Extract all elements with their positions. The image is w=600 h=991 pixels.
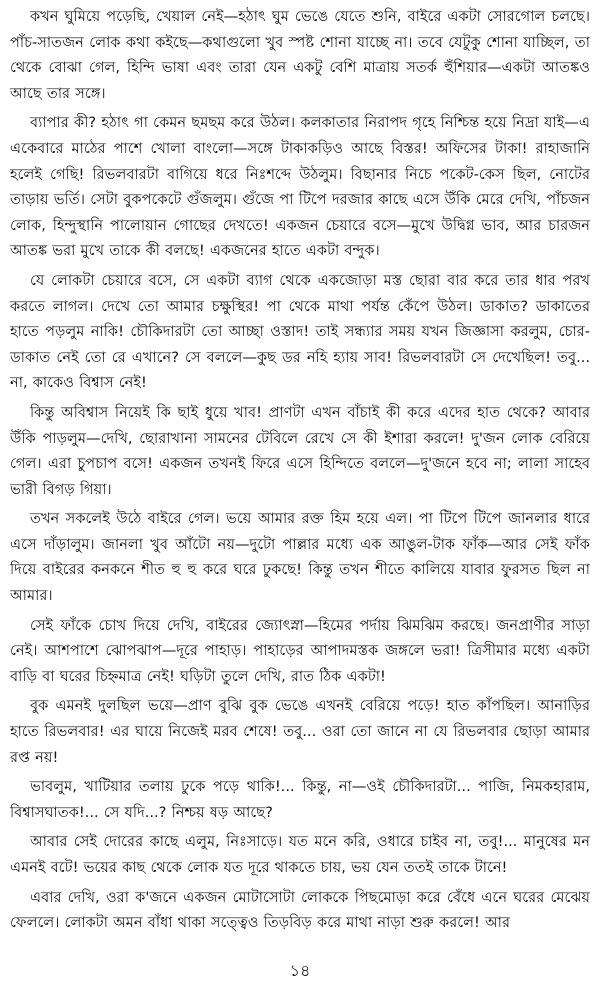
paragraph-1: কখন ঘুমিয়ে পড়েছি, খেয়াল নেই—হঠাৎ ঘুম ভেঙে যেতে শুনি, বাইরে একটা সোরগোল চলছে। পাঁচ-সাতজন লোক কথা কইছে—কথাগুলো খুব স্পষ্ট শোনা যাচ্ছে না। তবে যেটুকু শোনা যাচ্ছিল, তা থেকে বোঝা গেল, হিন্দি ভাষা এবং তারা যেন একটু বেশি মাত্রায় সতর্ক হুঁশিয়ার—একটা আতঙ্কও আছে তার সঙ্গে। (10, 8, 590, 102)
paragraph-6: সেই ফাঁকে চোখ দিয়ে দেখি, বাইরের জ্যোৎস্না—হিমের পর্দায় ঝিমঝিম করছে। জনপ্রাণীর সাড়া নেই। আশপাশে ঝোপঝাপ—দূরে পাহাড়। পাহাড়ের আপাদমস্তক জঙ্গলে ভরা! ত্রিসীমার মধ্যে একটা বাড়ি বা ঘরের চিহ্নমাত্র নেই! ঘড়িটা তুলে দেখি, রাত ঠিক একটা! (10, 616, 590, 685)
paragraph-10: এবার দেখি, ওরা ক'জনে একজন মোটাসোটা লোককে পিছমোড়া করে বেঁধে এনে ঘরের মেঝেয় ফেললে। লোকটা অমন বাঁধা থাকা সত্ত্বেও তিড়বিড় করে মাথা নাড়া শুরু করলে! আর (10, 888, 590, 932)
paragraph-3: যে লোকটা চেয়ারে বসে, সে একটা ব্যাগ থেকে একজোড়া মস্ত ছোরা বার করে তার ধার পরখ করতে লাগল। দেখে তো আমার চক্ষুস্থির! পা থেকে মাথা পর্যন্ত কেঁপে উঠল। ডাকাত? ডাকাতের হাতে পড়লুম নাকি! চৌকিদারটা তো আচ্ছা ওস্তাদ! তাই সন্ধ্যার সময় যখন জিজ্ঞাসা করলুম, চোর-ডাকাত নেই তো রে এখানে? সে বললে—কুছ ডর নহি হ্যায় সাব! রিভলবারটা সে দেখেছিল! তবু... না, কাকেও বিশ্বাস নেই! (10, 271, 590, 392)
page-number: ১৪ (289, 961, 311, 980)
paragraph-4: কিন্তু অবিশ্বাস নিয়েই কি ছাই ধুয়ে খাব! প্রাণটা এখন বাঁচাই কী করে এদের হাত থেকে? আবার উঁকি পাড়লুম—দেখি, ছোরাখানা সামনের টেবিলে রেখে সে কী ইশারা করলে! দু'জন লোক বেরিয়ে গেল। এরা চুপচাপ বসে! একজন তখনই ফিরে এসে হিন্দিতে বললে—দু'জনে হবে না; লালা সাহেব ভারী বিগড় গিয়া। (10, 403, 590, 498)
paragraph-7: বুক এমনই দুলছিল ভয়ে—প্রাণ বুঝি বুক ভেঙে এখনই বেরিয়ে পড়ে! হাত কাঁপছিল। আনাড়ির হাতে রিভলবার! এর ঘায়ে নিজেই মরব শেষে! তবু... ওরা তো জানে না যে রিভলবার ছোড়া আমার রপ্ত নয়! (10, 697, 590, 766)
paragraph-9: আবার সেই দোরের কাছে এলুম, নিঃসাড়ে। যত মনে করি, ওধারে চাইব না, তবু!... মানুষের মন এমনই বটে! ভয়ের কাছ থেকে লোক যত দূরে থাকতে চায়, ভয় যেন ততই তাকে টানে! (10, 833, 590, 876)
paragraph-5: তখন সকলেই উঠে বাইরে গেল। ভয়ে আমার রক্ত হিম হয়ে এল। পা টিপে টিপে জানলার ধারে এসে দাঁড়ালুম। জানলা খুব আঁটো নয়—দুটো পাল্লার মধ্যে এক আঙুল-টাক ফাঁক—আর সেই ফাঁক দিয়ে বাইরের কনকনে শীত হু হু করে ঘরে ঢুকছে! কিন্তু তখন শীতে কালিয়ে যাবার ফুরসত ছিল না আমার। (10, 510, 590, 605)
paragraph-8: ভাবলুম, খাটিয়ার তলায় ঢুকে পড়ে থাকি!... কিন্তু, না—ওই চৌকিদারটা... পাজি, নিমকহারাম, বিশ্বাসঘাতক!... সে যদি...? নিশ্চয় ষড় আছে? (10, 778, 590, 821)
paragraph-2: ব্যাপার কী? হঠাৎ গা কেমন ছমছম করে উঠল। কলকাতার নিরাপদ গৃহে নিশ্চিন্ত হয়ে নিদ্রা যাই—এ একেবারে মাঠের পাশে খোলা বাংলো—সঙ্গে টাকাকড়িও আছে বিস্তর! অফিসের টাকা! রাহাজানি হলেই গেছি! রিভলবারটা বাগিয়ে ধরে নিঃশব্দে উঠলুম। বিছানার নিচে পকেট-কেস ছিল, নোটের তাড়ায় ভর্তি। সেটা বুকপকেটে গুঁজলুম। গুঁজে পা টিপে দরজার কাছে এসে উঁকি মেরে দেখি, পাঁচজন লোক, হিন্দুস্থানি পালোয়ান গোছের দেখতে! একজন চেয়ারে বসে—মুখে উদ্বিগ্ন ভাব, আর চারজন আতঙ্ক ভরা মুখে তাকে কী বলছে! একজনের হাতে একটা বন্দুক। (10, 114, 590, 260)
